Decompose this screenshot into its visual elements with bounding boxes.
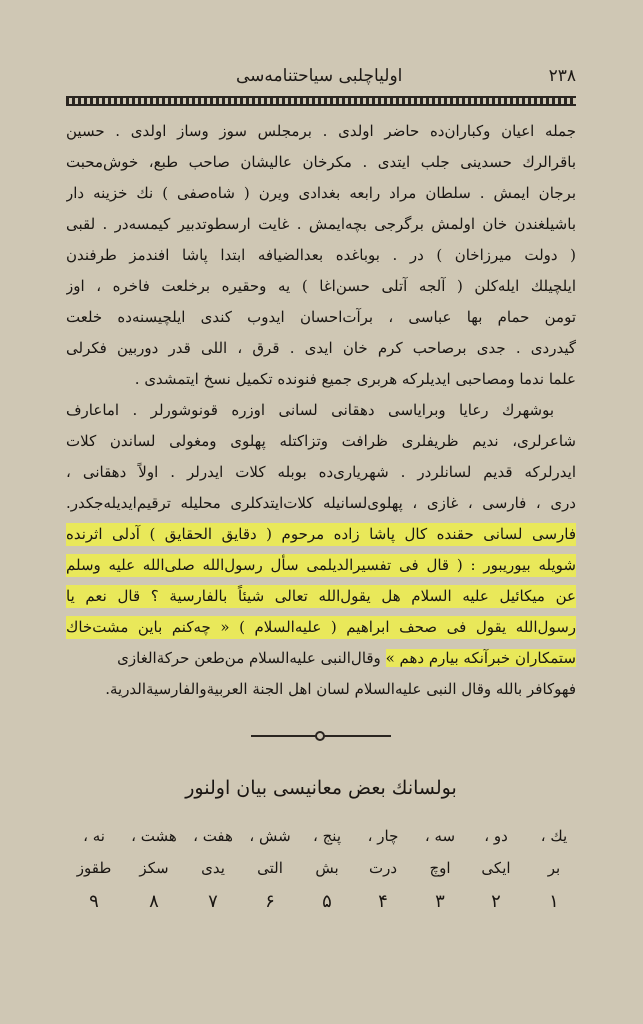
turkish-numerals-row — [66, 859, 576, 891]
number-word: اوچ — [429, 859, 451, 877]
number-word: سکز — [139, 859, 169, 877]
text-line: تومن حمام بها عباسی ، برآت‌احسان ایدوب کندی ایلچیسنه‌ده خلعت — [66, 308, 576, 326]
digit: ۷ — [208, 891, 218, 912]
text-line: ایدرلرکه قدیم لسانلردر . شهریاری‌ده بوبله کلات ایدرلر . اولاً دهقانی ، — [66, 463, 576, 481]
number-word: هشت ، — [131, 827, 177, 845]
text-line: باشیلغندن خان اولمش برگرجی بچه‌ایمش . غایت ارسطوتدبیر کیمسه‌در . لقبی — [66, 215, 576, 233]
highlighted-line: رسول‌الله یقول فی صحف ابراهیم ( علیه‌السلام ) « چه‌کنم باین مشت‌خاك — [66, 612, 576, 643]
persian-numerals-row — [66, 827, 576, 859]
number-word: هفت ، — [193, 827, 233, 845]
partially-highlighted-line — [66, 643, 576, 674]
text-line: دری ، فارسی ، غازی ، پهلوی‌لسانیله کلات‌ایتدکلری محلیله ترقیم‌ایدیله‌جکدر. — [66, 494, 576, 512]
number-word: نه ، — [83, 827, 105, 845]
digit: ۵ — [322, 891, 332, 912]
ornamental-divider — [251, 731, 391, 741]
digit: ۴ — [378, 891, 388, 912]
running-title: اولیاچلبی سیاحتنامه‌سی — [236, 66, 403, 86]
number-word: شش ، — [249, 827, 291, 845]
text-line: شاعرلری، ندیم ظریفلری ظرافت وتزاکتله پهلوی ومغولی لساندن کلات — [66, 432, 576, 450]
text-line: بوشهرك رعایا وبرایاسی دهقانی لسانی اوزره قونوشورلر . اماعارف — [66, 401, 554, 419]
digit: ۸ — [149, 891, 159, 912]
text-line: برجان ایمش . سلطان مراد رابعه بغدادی ویرن ( شاه‌صفی ) نك خزینه دار — [66, 184, 576, 202]
number-word: طقوز — [76, 859, 112, 877]
page-number: ۲۳۸ — [548, 66, 576, 86]
numbers-table — [66, 827, 576, 923]
number-word: بش — [315, 859, 339, 877]
text-line: ( دولت میرزاخان ) در . بوباغده بعدالضیافه ابتدا پاشا افندمز طرفندن — [66, 246, 576, 264]
digit: ۱ — [549, 891, 559, 912]
number-word: چار ، — [367, 827, 399, 845]
number-word: یدی — [201, 859, 225, 877]
paragraph-2 — [66, 395, 576, 705]
highlighted-segment: ستمکاران خبرآنکه بیارم دهم » — [385, 649, 576, 667]
number-word: ایکی — [481, 859, 511, 877]
highlighted-line: عن میکائیل علیه السلام هل یقول‌الله تعالی شیئاً بالفارسیة ؟ قال نعم یا — [66, 581, 576, 612]
number-word: التی — [257, 859, 283, 877]
digit: ۳ — [435, 891, 445, 912]
text-line: فهوکافر بالله وقال النبی علیه‌السلام لسان اهل الجنة العربیة‌والفارسیة‌الدریة. — [105, 680, 576, 698]
text-segment: وقال‌النبی علیه‌السلام من‌طعن حرکةالغازی — [117, 649, 386, 667]
number-word: سه ، — [424, 827, 456, 845]
number-word: یك ، — [540, 827, 568, 845]
text-line: علما ندما ومصاحبی ایدیلرکه هربری جمیع فنونده تکمیل نسخ ایتمشدی . — [134, 370, 576, 388]
paragraph-1 — [66, 116, 576, 395]
digit: ۹ — [89, 891, 99, 912]
number-word: درت — [368, 859, 398, 877]
highlighted-line: فارسی لسانی حقنده کال پاشا زاده مرحوم ( دقایق الحقایق ) آدلی اثرنده — [66, 519, 576, 550]
page-content — [66, 60, 576, 923]
number-word: دو ، — [484, 827, 508, 845]
digit: ۲ — [491, 891, 501, 912]
text-line: گیدردی . جدی برصاحب کرم خان ایدی . قرق ، اللی قدر دوربین فکرلی — [66, 339, 576, 357]
text-line: باقرالرك حسدینی جلب ایتدی . مکرخان عالیشان صاحب طبع، خوش‌محبت — [66, 153, 576, 171]
number-word: پنج ، — [313, 827, 341, 845]
text-line: جمله اعیان وکباران‌ده حاضر اولدی . برمجلس سوز وساز اولدی . حسین — [66, 122, 576, 140]
number-word: بر — [547, 859, 561, 877]
text-line: ایلچیلك ایله‌کلن ( آلجه آتلی حسن‌اغا ) یه وحقیره برخلعت فاخره ، اوز — [66, 277, 576, 295]
highlighted-line: شویله بیوریبور : ( قال فی تفسیرالدیلمی سأل رسول‌الله صلی‌الله علیه وسلم — [66, 550, 576, 581]
digits-row — [66, 891, 576, 923]
section-title: بولسانك بعض معانیسی بیان اولنور — [185, 777, 457, 799]
digit: ۶ — [265, 891, 275, 912]
ornamental-rule — [66, 96, 576, 106]
running-header — [66, 60, 576, 94]
